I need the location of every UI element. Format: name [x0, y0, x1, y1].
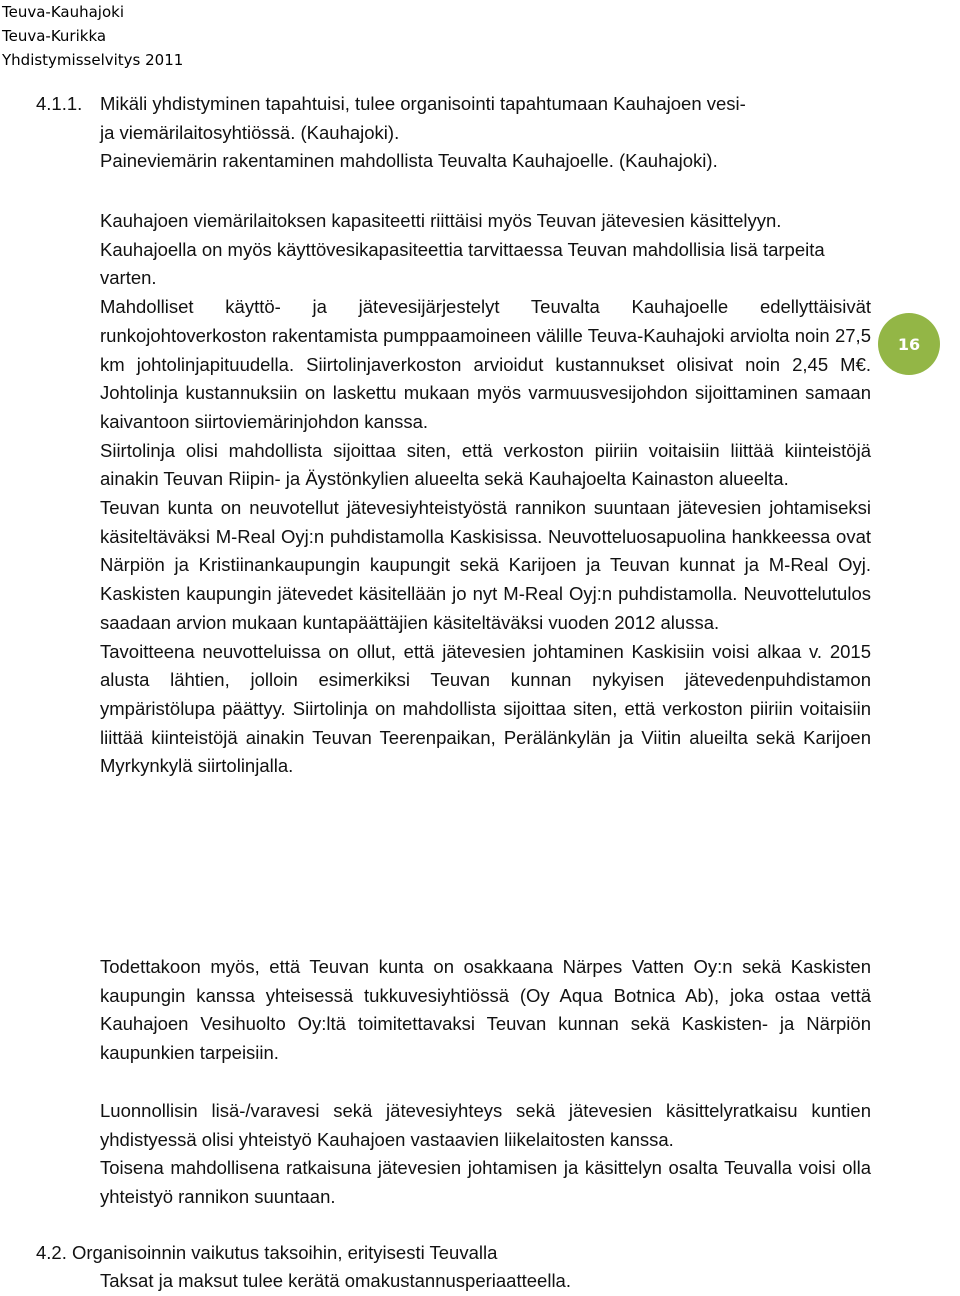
document-header	[2, 0, 183, 72]
page-number-badge: 16	[878, 313, 940, 375]
section-number: 4.2.	[36, 1242, 67, 1263]
section-text: Taksat ja maksut tulee kerätä omakustannusperiaatteella.	[100, 1270, 571, 1291]
header-line-1: Teuva-Kauhajoki	[2, 3, 124, 21]
paragraph: Todettakoon myös, että Teuvan kunta on osakkaana Närpes Vatten Oy:n sekä Kaskisten kaupungin kanssa yhteisessä tukkuvesiyhtiössä (Oy Aqua Botnica Ab), joka ostaa vettä Kauhajoen Vesihuolto Oy:ltä toimitettavaksi Teuvan kunnan sekä Kaskisten- ja Närpiön kaupunkien tarpeisiin.	[100, 956, 871, 1064]
header-line-3: Yhdistymisselvitys 2011	[2, 51, 184, 69]
section-line: Mikäli yhdistyminen tapahtuisi, tulee organisointi tapahtumaan Kauhajoen vesi-	[100, 93, 746, 114]
paragraph: Kauhajoen viemärilaitoksen kapasiteetti riittäisi myös Teuvan jätevesien käsittelyyn.	[100, 210, 782, 231]
header-line-2: Teuva-Kurikka	[2, 27, 107, 45]
section-title: Organisoinnin vaikutus taksoihin, erityisesti Teuvalla	[72, 1242, 498, 1263]
paragraph: Tavoitteena neuvotteluissa on ollut, että jätevesien johtaminen Kaskisiin voisi alkaa v. 2015 alusta lähtien, jolloin esimerkiksi Teuvan kunnan nykyisen jätevedenpuhdistamon ympäristölupa päättyy. Siirtolinja on mahdollista sijoittaa siten, että verkoston piiriin voitaisiin liittää kiinteistöjä ainakin Teuvan Teerenpaikan, Perälänkylän ja Viitin alueilta sekä Karijoen Myrkynkylä siirtolinjalla.	[100, 640, 871, 777]
paragraph: Kauhajoella on myös käyttövesikapasiteettia tarvittaessa Teuvan mahdollisia lisä tarpeita varten.	[100, 238, 825, 289]
section-line: ja viemärilaitosyhtiössä. (Kauhajoki).	[100, 122, 400, 143]
paragraph: Toisena mahdollisena ratkaisuna jätevesien johtamisen ja käsittelyn osalta Teuvalla voisi olla yhteistyö rannikon suuntaan.	[100, 1157, 871, 1208]
main-text-block	[100, 207, 871, 781]
section-line: Paineviemärin rakentaminen mahdollista Teuvalta Kauhajoelle. (Kauhajoki).	[100, 150, 718, 171]
paragraph: Luonnollisin lisä-/varavesi sekä jätevesiyhteys sekä jätevesien käsittelyratkaisu kuntien yhdistyessä olisi yhteistyö Kauhajoen vastaavien liikelaitosten kanssa.	[100, 1100, 871, 1150]
paragraph: Teuvan kunta on neuvotellut jätevesiyhteistyöstä rannikon suuntaan jätevesien johtamiseksi käsiteltäväksi M-Real Oyj:n puhdistamolla Kaskisissa. Neuvotteluosapuolina hankkeessa ovat Närpiön ja Kristiinankaupungin kaupungit sekä Karijoen ja Teuvan kunnat ja M-Real Oyj. Kaskisten kaupungin jätevedet käsitellään jo nyt M-Real Oyj:n puhdistamolla. Neuvottelutulos saadaan arvion mukaan kuntapäättäjien käsiteltäväksi vuoden 2012 alussa.	[100, 497, 871, 633]
closing-text-block	[100, 1097, 871, 1212]
paragraph: Mahdolliset käyttö- ja jätevesijärjestelyt Teuvalta Kauhajoelle edellyttäisivät runkojohtoverkoston rakentamista pumppaamoineen välille Teuva-Kauhajoki arviolta noin 27,5 km johtolinjapituudella. Siirtolinjaverkoston arvioidut kustannukset olisivat noin 2,45 M€. Johtolinja kustannuksiin on laskettu mukaan myös varmuusvesijohdon sijoittaminen samaan kaivantoon siirtoviemärinjohdon kanssa.	[100, 296, 871, 432]
paragraph: Siirtolinja olisi mahdollista sijoittaa siten, että verkoston piiriin voitaisiin liittää kiinteistöjä ainakin Teuvan Riipin- ja Äystönkylien alueelta sekä Kauhajoelta Kainaston alueelta.	[100, 439, 871, 490]
section-number: 4.1.1.	[36, 93, 83, 114]
